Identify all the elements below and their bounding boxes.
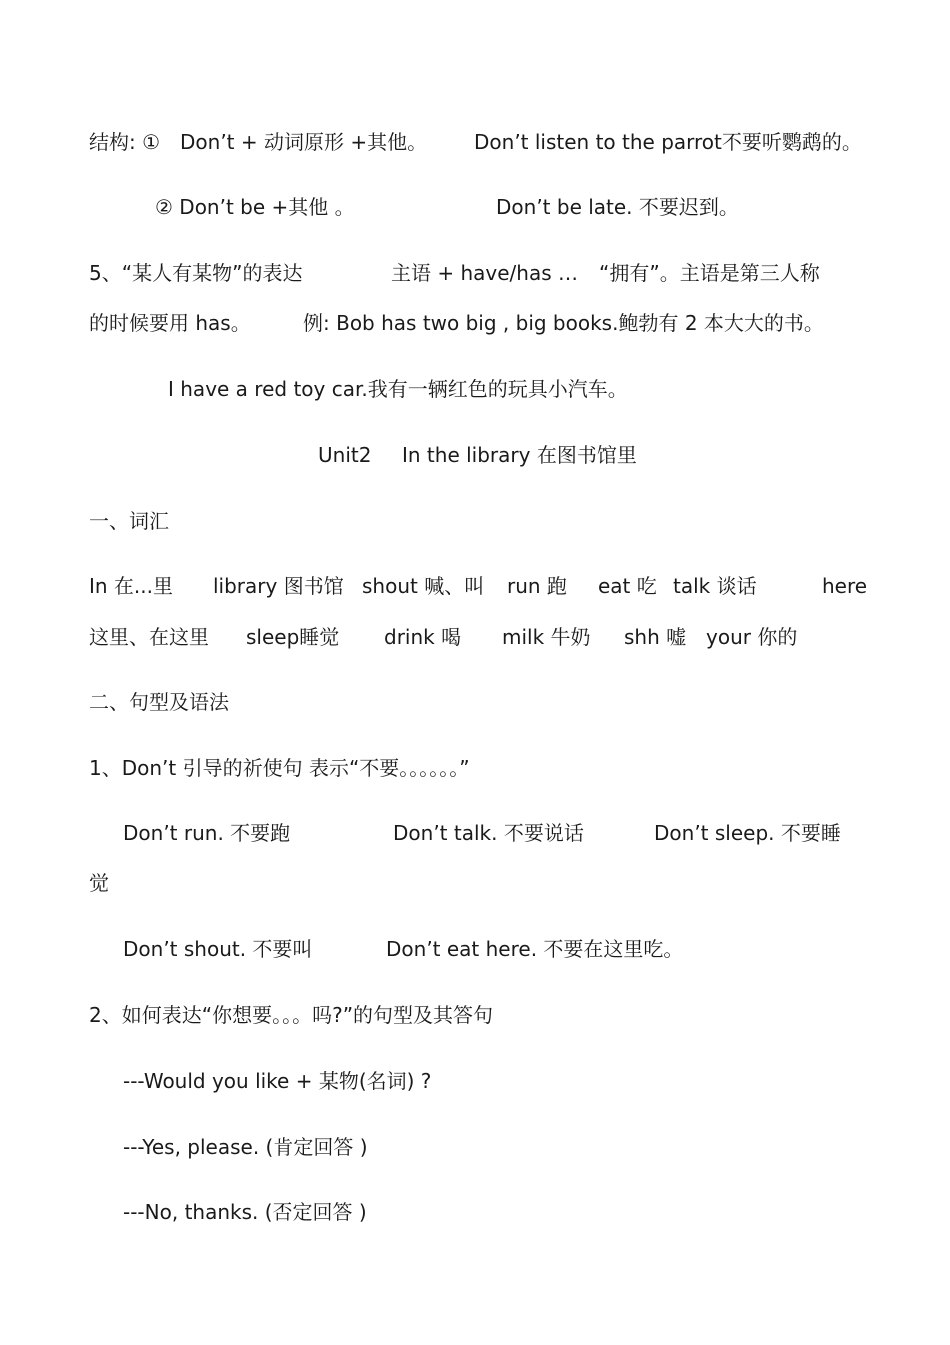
have-has-note: 的时候要用 has。 [89,311,251,335]
structure-example-2: Don’t be late. 不要迟到。 [496,195,739,219]
structure-example-1: Don’t listen to the parrot不要听鹦鹉的。 [474,130,862,154]
imperative-example: Don’t talk. 不要说话 [393,821,584,845]
have-has-meaning: “拥有”。主语是第三人称 [599,261,820,285]
negative-answer: ---No, thanks. (否定回答 ) [123,1200,367,1224]
structure-label: 结构: ① [89,130,161,154]
vocab-item: your 你的 [706,625,798,649]
positive-answer: ---Yes, please. (肯定回答 ) [123,1135,368,1159]
vocab-item: sleep睡觉 [246,625,340,649]
vocab-item: here [822,574,868,598]
vocab-item: talk 谈话 [673,574,757,598]
vocab-item: eat 吃 [598,574,657,598]
imperative-example: Don’t shout. 不要叫 [123,937,313,961]
structure-rule-1: Don’t + 动词原形 +其他。 [180,130,428,154]
have-has-rule: 主语 + have/has … [391,261,578,285]
imperative-example: Don’t eat here. 不要在这里吃。 [386,937,684,961]
imperative-example: Don’t sleep. 不要睡 [654,821,841,845]
vocab-item: drink 喝 [384,625,462,649]
have-has-example-1: 例: Bob has two big , big books.鲍勃有 2 本大大的书。 [303,311,824,335]
imperative-example: Don’t run. 不要跑 [123,821,291,845]
vocab-item: run 跑 [507,574,567,598]
have-has-heading: 5、“某人有某物”的表达 [89,261,303,285]
would-you-like-question: ---Would you like + 某物(名词) ? [123,1069,432,1093]
unit-number: Unit2 [318,443,372,467]
vocab-item: shout 喊、叫 [362,574,485,598]
vocab-item: library 图书馆 [213,574,344,598]
section-heading-vocabulary: 一、词汇 [89,509,169,533]
vocab-item: milk 牛奶 [502,625,591,649]
unit-title: In the library 在图书馆里 [402,443,637,467]
grammar-point-1-title: 1、Don’t 引导的祈使句 表示“不要。。。。。。” [89,756,470,780]
section-heading-grammar: 二、句型及语法 [89,690,229,714]
have-has-example-2: I have a red toy car.我有一辆红色的玩具小汽车。 [168,377,628,401]
grammar-point-2-title: 2、如何表达“你想要。。。吗?”的句型及其答句 [89,1003,494,1027]
structure-rule-2: ② Don’t be +其他 。 [155,195,355,219]
imperative-example-wrap: 觉 [89,871,109,895]
vocab-item: In 在...里 [89,574,174,598]
vocab-item: 这里、在这里 [89,625,209,649]
vocab-item: shh 嘘 [624,625,687,649]
